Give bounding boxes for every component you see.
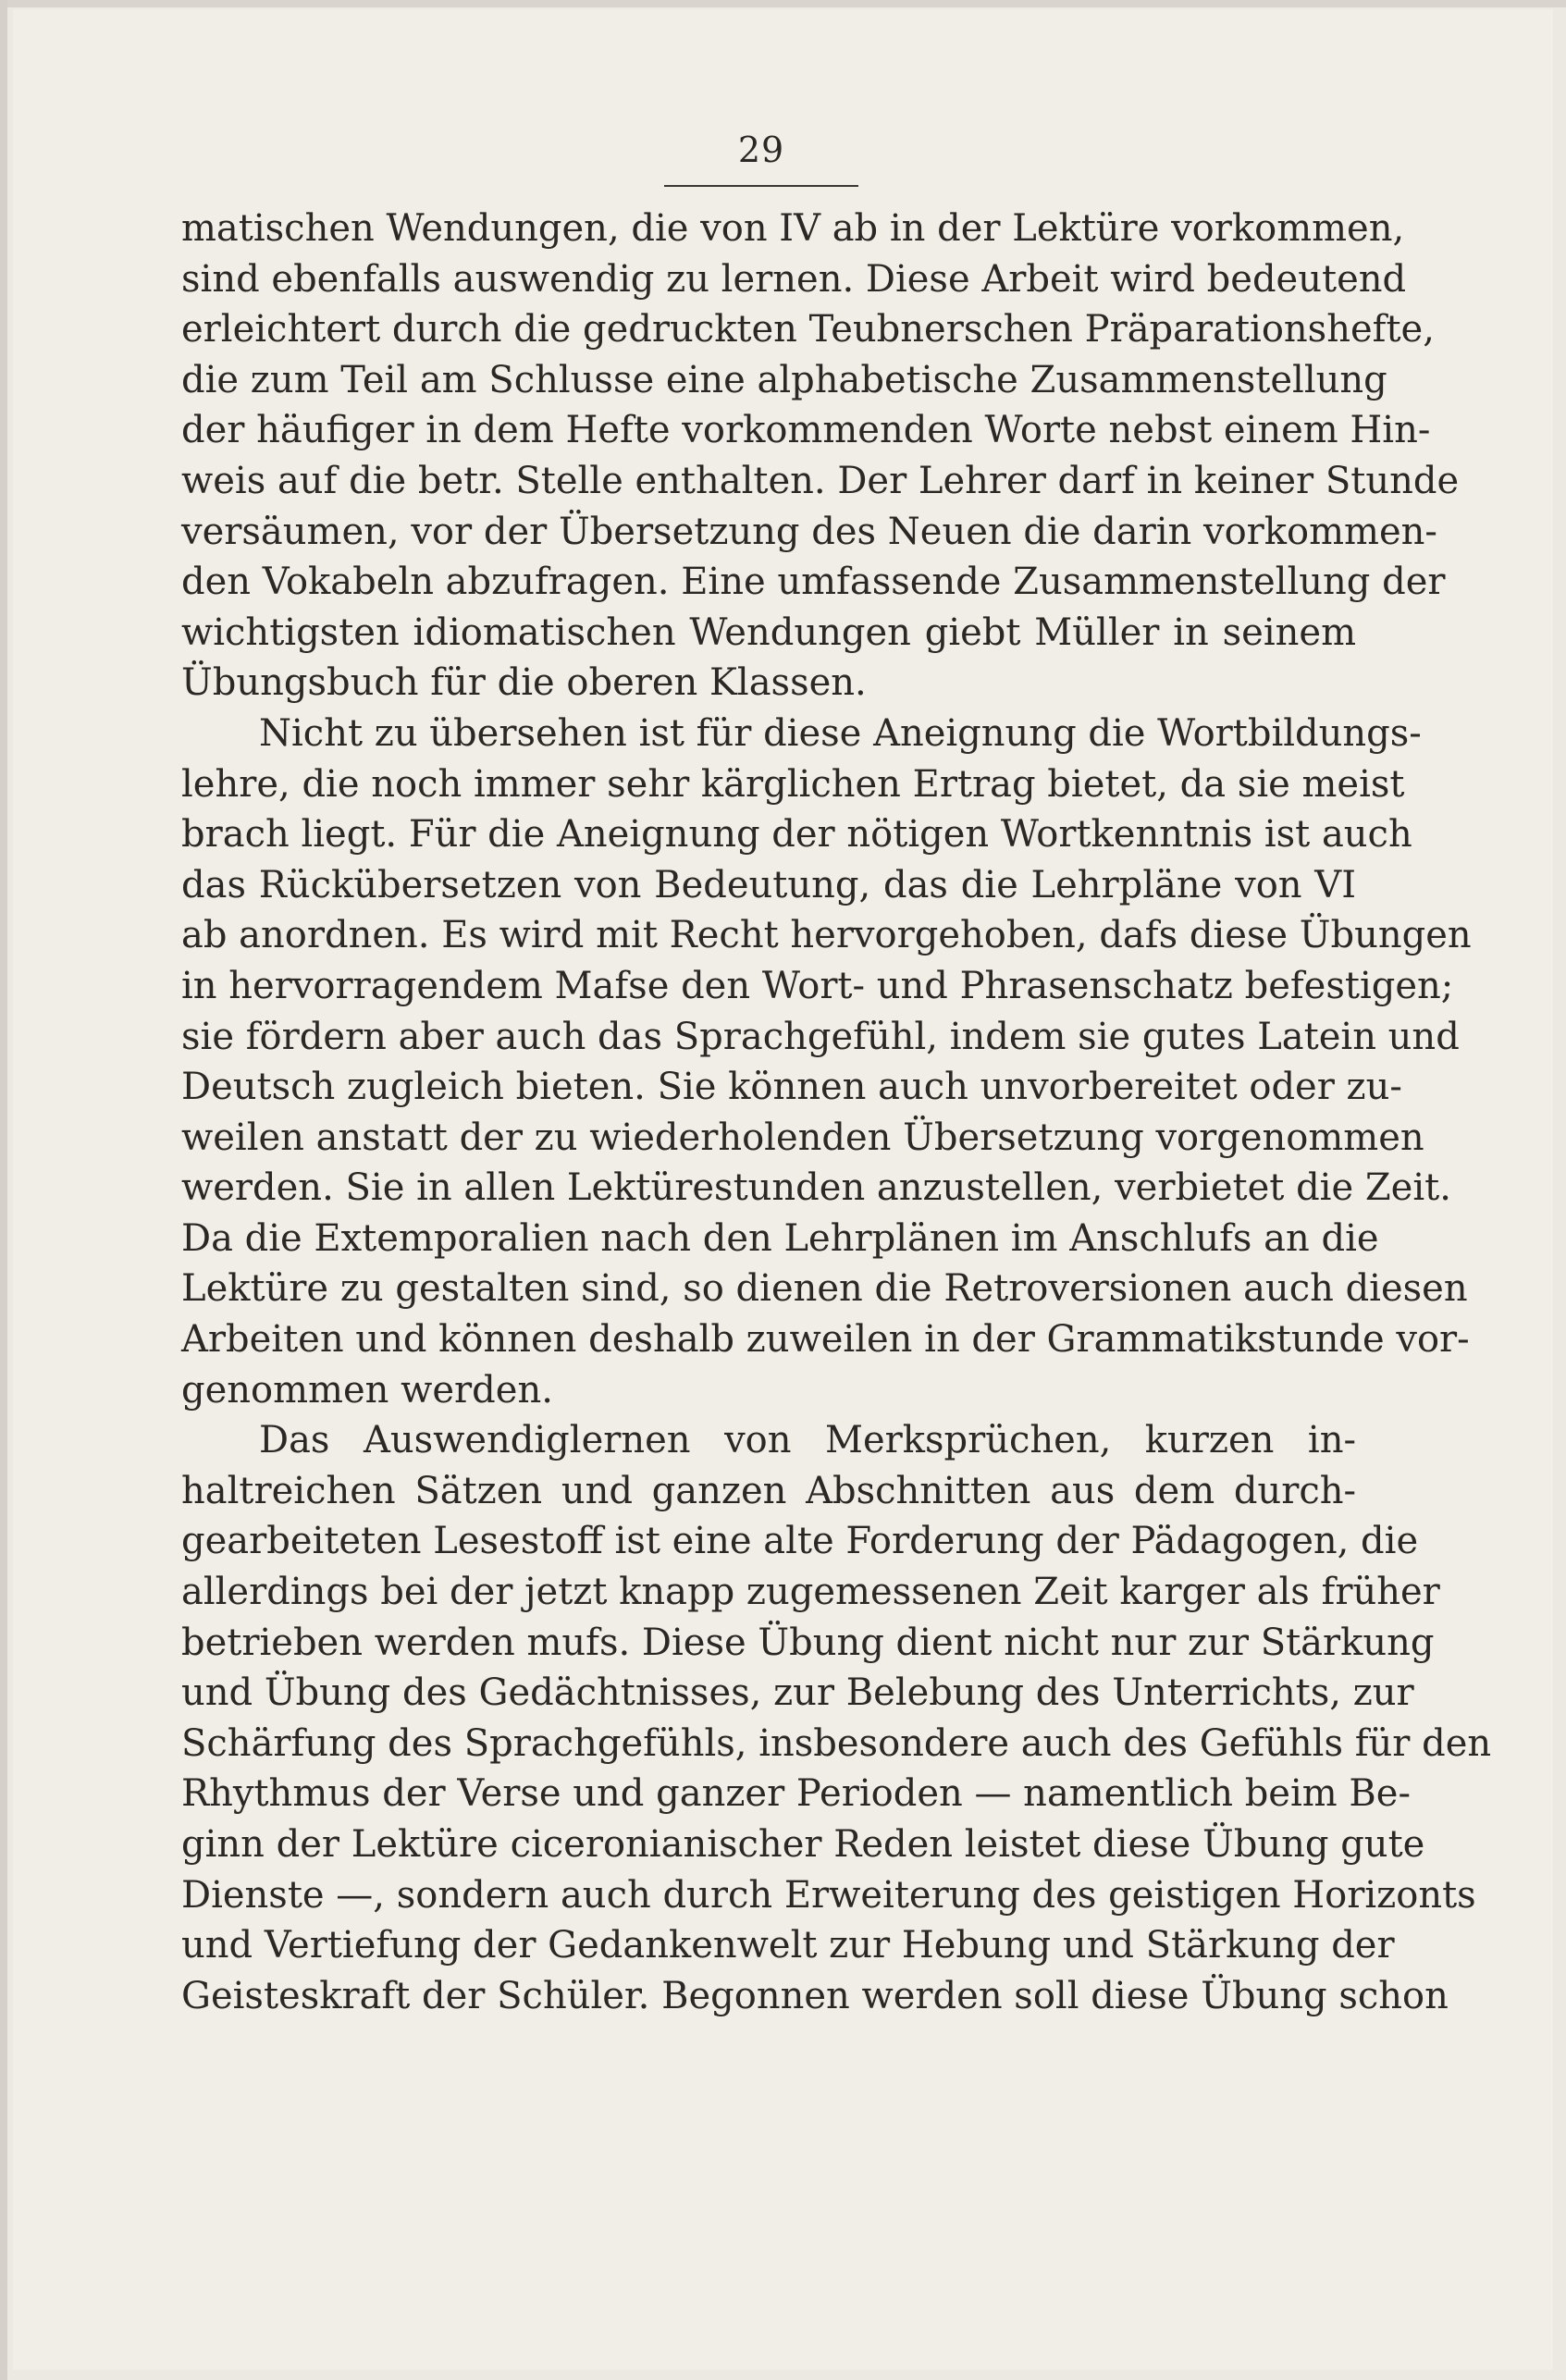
text-line: sind ebenfalls auswendig zu lernen. Diese Arbeit wird bedeutend	[181, 257, 1407, 301]
text-line: gearbeiteten Lesestoff ist eine alte Forderung der Pädagogen, die	[181, 1520, 1419, 1563]
text-line: lehre, die noch immer sehr kärglichen Ertrag bietet, da sie meist	[181, 762, 1405, 806]
text-line: und Übung des Gedächtnisses, zur Belebung des Unterrichts, zur	[181, 1671, 1414, 1715]
text-line: genommen werden.	[181, 1368, 553, 1412]
text-line: Nicht zu übersehen ist für diese Aneignung die Wortbildungs-	[259, 711, 1422, 755]
text-line: die zum Teil am Schlusse eine alphabetische Zusammenstellung	[181, 358, 1387, 401]
text-line: Deutsch zugleich bieten. Sie können auch unvorbereitet oder zu-	[181, 1066, 1402, 1109]
text-line: Rhythmus der Verse und ganzer Perioden — namentlich beim Be-	[181, 1772, 1411, 1816]
text-line: brach liegt. Für die Aneignung der nötigen Wortkenntnis ist auch	[181, 813, 1412, 857]
text-line: und Vertiefung der Gedankenwelt zur Hebung und Stärkung der	[181, 1924, 1395, 1967]
text-line: wichtigsten idiomatischen Wendungen giebt Müller in seinem	[181, 610, 1356, 654]
scan-edge-top	[0, 0, 1566, 7]
text-line: Dienste —, sondern auch durch Erweiterung des geistigen Horizonts	[181, 1873, 1476, 1917]
text-line: erleichtert durch die gedruckten Teubnerschen Präparationshefte,	[181, 308, 1435, 351]
text-line: haltreichen Sätzen und ganzen Abschnitten aus dem durch-	[181, 1469, 1356, 1512]
body-text	[181, 203, 1492, 2021]
text-line: Da die Extemporalien nach den Lehrplänen im Anschlufs an die	[181, 1216, 1379, 1260]
text-line: versäumen, vor der Übersetzung des Neuen die darin vorkommen-	[181, 510, 1437, 553]
text-line: sie fördern aber auch das Sprachgefühl, indem sie gutes Latein und	[181, 1015, 1460, 1058]
text-line: der häufiger in dem Hefte vorkommenden Worte nebst einem Hin-	[181, 409, 1431, 452]
text-line: Übungsbuch für die oberen Klassen.	[181, 661, 867, 705]
text-line: in hervorragendem Mafse den Wort- und Phrasenschatz befestigen;	[181, 964, 1454, 1007]
scan-edge-left	[0, 0, 7, 2380]
text-line: werden. Sie in allen Lektürestunden anzustellen, verbietet die Zeit.	[181, 1166, 1451, 1210]
page-number: 29	[737, 129, 785, 170]
text-line: den Vokabeln abzufragen. Eine umfassende Zusammenstellung der	[181, 561, 1446, 604]
text-line: weilen anstatt der zu wiederholenden Übersetzung vorgenommen	[181, 1116, 1424, 1159]
text-line: matischen Wendungen, die von IV ab in der Lektüre vorkommen,	[181, 207, 1405, 250]
text-line: weis auf die betr. Stelle enthalten. Der Lehrer darf in keiner Stunde	[181, 459, 1460, 502]
text-line: Geisteskraft der Schüler. Begonnen werden soll diese Übung schon	[181, 1974, 1449, 2017]
text-line: Das Auswendiglernen von Merksprüchen, kurzen in-	[259, 1419, 1356, 1462]
text-line: allerdings bei der jetzt knapp zugemessenen Zeit karger als früher	[181, 1571, 1440, 1614]
page-number-rule	[664, 185, 858, 187]
text-line: Arbeiten und können deshalb zuweilen in der Grammatikstunde vor-	[181, 1318, 1470, 1362]
text-line: Schärfung des Sprachgefühls, insbesondere auch des Gefühls für den	[181, 1721, 1492, 1765]
text-line: das Rückübersetzen von Bedeutung, das die Lehrpläne von VI	[181, 863, 1356, 906]
text-line: ginn der Lektüre ciceronianischer Reden leistet diese Übung gute	[181, 1823, 1425, 1866]
text-line: Lektüre zu gestalten sind, so dienen die Retroversionen auch diesen	[181, 1267, 1468, 1311]
text-line: betrieben werden mufs. Diese Übung dient nicht nur zur Stärkung	[181, 1621, 1435, 1664]
text-line: ab anordnen. Es wird mit Recht hervorgehoben, dafs diese Übungen	[181, 914, 1472, 957]
